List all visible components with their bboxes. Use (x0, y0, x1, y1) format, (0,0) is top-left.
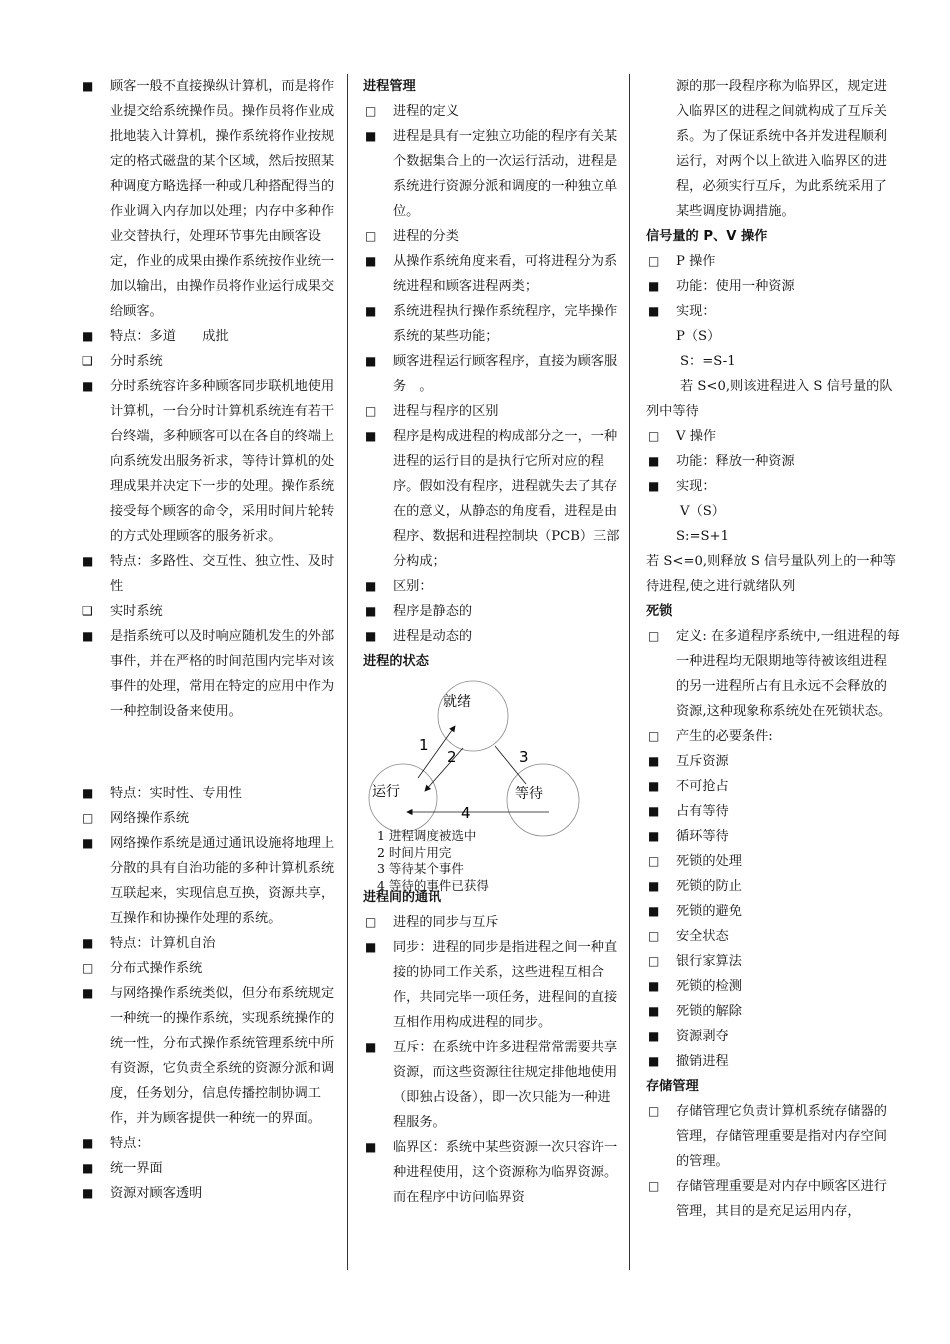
list-item (80, 1181, 338, 1206)
filled-square-bullet-icon: ■ (365, 354, 377, 368)
section-heading-process-communication: 进程间的通讯 (363, 890, 442, 905)
filled-square-bullet-icon: ■ (648, 1004, 660, 1018)
hollow-square-bullet-icon: □ (648, 729, 660, 743)
section-heading-storage: 存储管理 (646, 1079, 699, 1094)
list-item-text: 资源剥夺 (676, 1029, 729, 1044)
list-item (80, 74, 338, 324)
list-item (80, 624, 338, 724)
bullet-list (363, 910, 620, 1210)
list-item-text: 死锁的处理 (676, 854, 742, 869)
list-item-text: 程序是静态的 (393, 604, 473, 619)
column-left (80, 74, 338, 1206)
list-item-text: 死锁的检测 (676, 979, 742, 994)
list-item (80, 1131, 338, 1156)
list-item (363, 424, 620, 574)
filled-square-bullet-icon: ■ (82, 329, 94, 343)
legend-item: 3 等待某个事件 (377, 861, 464, 876)
section-heading-semaphore: 信号量的 P、V 操作 (646, 229, 768, 244)
legend-item: 4 等待的事件已获得 (377, 877, 489, 893)
filled-square-bullet-icon: ■ (648, 879, 660, 893)
list-item (363, 99, 620, 124)
list-item-text: 进程是动态的 (393, 629, 473, 644)
list-item (363, 1035, 620, 1135)
list-item (363, 624, 620, 649)
list-item (80, 349, 338, 374)
list-item-text: 定义: 在多道程序系统中,一组进程的每一种进程均无限期地等待被该组进程的另一进程所占有且永远不会释放的资源,这种现象称系统处在死锁状态。 (676, 629, 900, 719)
filled-square-bullet-icon: ■ (82, 786, 94, 800)
list-item (363, 1135, 620, 1210)
hollow-square-bullet-icon: □ (648, 1179, 660, 1193)
filled-square-bullet-icon: ■ (365, 129, 377, 143)
hollow-square-bullet-icon: □ (648, 629, 660, 643)
list-item (80, 781, 338, 806)
list-item (363, 574, 620, 599)
hollow-square-bullet-icon: □ (648, 1104, 660, 1118)
list-item (646, 874, 900, 899)
hollow-square-bullet-icon: □ (365, 404, 377, 418)
legend-item: 2 时间片用完 (377, 844, 452, 860)
list-item (363, 224, 620, 249)
column-divider-right (629, 74, 630, 1270)
hollow-square-bullet-icon: □ (365, 915, 377, 929)
column-divider-left (347, 74, 348, 1270)
section-heading-process-management: 进程管理 (363, 79, 416, 94)
transition-number-4: 4 (461, 804, 471, 822)
list-item-text: 从操作系统角度来看，可将进程分为系统进程和顾客进程两类； (393, 254, 618, 294)
filled-square-bullet-icon: ■ (365, 254, 377, 268)
list-item-text: 临界区：系统中某些资源一次只容许一种进程使用，这个资源称为临界资源。而在程序中访问临界资 (393, 1140, 618, 1205)
filled-square-bullet-icon: ■ (648, 1029, 660, 1043)
list-item-text: 存储管理它负责计算机系统存储器的管理，存储管理重要是指对内存空间的管理。 (676, 1104, 887, 1169)
filled-square-bullet-icon: ■ (82, 79, 94, 93)
list-item-text: 占有等待 (676, 804, 729, 819)
code-line: P（S） (676, 329, 721, 344)
filled-square-bullet-icon: ■ (82, 1161, 94, 1175)
list-item (646, 799, 900, 824)
list-item (646, 824, 900, 849)
list-item-text: 互斥：在系统中许多进程常常需要共享资源，而这些资源往往规定排他地使用（即独占设备），即一次只能为一种进程服务。 (393, 1040, 618, 1130)
bullet-list (646, 424, 900, 499)
filled-square-bullet-icon: ■ (648, 1054, 660, 1068)
filled-square-bullet-icon: ■ (648, 304, 660, 318)
list-item (80, 1156, 338, 1181)
bullet-list (646, 624, 900, 1074)
list-item (363, 299, 620, 349)
filled-square-bullet-icon: ■ (648, 779, 660, 793)
list-item (363, 935, 620, 1035)
state-label-running: 运行 (372, 784, 400, 800)
list-item (646, 1174, 900, 1224)
list-item (646, 424, 900, 449)
list-item (646, 949, 900, 974)
list-item (80, 324, 338, 349)
list-item (80, 374, 338, 549)
list-item-text: 互斥资源 (676, 754, 729, 769)
list-item (646, 974, 900, 999)
list-item-text: 功能：使用一种资源 (676, 279, 795, 294)
list-item-text: 实现： (676, 304, 716, 319)
list-item-text: 分时系统 (110, 354, 163, 369)
list-item-text: 实时系统 (110, 604, 163, 619)
list-item-text: 分时系统容许多种顾客同步联机地使用计算机，一台分时计算机系统连有若干台终端，多种顾客可以在各自的终端上向系统发出服务祈求，等待计算机的处理成果并决定下一步的处理。操作系统接受每个顾客的命令，采用时间片轮转的方式处理顾客的服务祈求。 (110, 379, 335, 544)
list-item-text: 死锁的避免 (676, 904, 742, 919)
list-item (646, 1099, 900, 1174)
filled-square-bullet-icon: ■ (648, 279, 660, 293)
transition-number-2: 2 (447, 748, 457, 766)
state-label-ready: 就绪 (443, 694, 471, 710)
list-item-text: 银行家算法 (676, 954, 742, 969)
legend-item: 1 进程调度被选中 (377, 828, 477, 843)
state-label-waiting: 等待 (515, 786, 543, 802)
list-item (646, 449, 900, 474)
transition-number-1: 1 (419, 736, 429, 754)
filled-square-bullet-icon: ■ (365, 940, 377, 954)
section-heading-deadlock: 死锁 (646, 604, 673, 619)
filled-square-bullet-icon: ■ (82, 836, 94, 850)
code-line: V（S） (680, 504, 725, 519)
list-item (646, 1049, 900, 1074)
filled-square-bullet-icon: ■ (82, 554, 94, 568)
continued-paragraph: 源的那一段程序称为临界区，规定进入临界区的进程之间就构成了互斥关系。为了保证系统中各并发进程顺利运行，对两个以上欲进入临界区的进程，必须实行互斥，为此系统采用了某些调度协调措施。 (676, 79, 887, 219)
hollow-square-bullet-icon: □ (648, 954, 660, 968)
list-item (80, 981, 338, 1131)
list-item (646, 299, 900, 324)
list-item-text: 顾客一般不直接操纵计算机，而是将作业提交给系统操作员。操作员将作业成批地装入计算机，操作系统将作业按规定的格式磁盘的某个区域，然后按照某种调度方略选择一种或几种搭配得当的作业调入内存加以处理；内存中多种作业交替执行，处理环节事先由顾客设定，作业的成果由操作系统按作业统一加以输出，由操作员将作业运行成果交给顾客。 (110, 79, 335, 319)
filled-square-bullet-icon: ■ (82, 986, 94, 1000)
list-item-text: 顾客进程运行顾客程序，直接为顾客服务 。 (393, 354, 618, 394)
list-item (363, 599, 620, 624)
filled-square-bullet-icon: ■ (648, 979, 660, 993)
hollow-square-bullet-icon: □ (648, 254, 660, 268)
list-item (646, 774, 900, 799)
list-item-text: 统一界面 (110, 1161, 163, 1176)
hollow-square-bullet-icon: □ (365, 104, 377, 118)
column-middle (363, 74, 620, 1210)
list-item (646, 899, 900, 924)
list-item-text: 进程是具有一定独立功能的程序有关某个数据集合上的一次运行活动，进程是系统进行资源分派和调度的一种独立单位。 (393, 129, 618, 219)
filled-square-bullet-icon: ■ (648, 904, 660, 918)
list-item (80, 599, 338, 624)
filled-square-bullet-icon: ■ (648, 479, 660, 493)
list-item (646, 724, 900, 749)
bullet-list (646, 249, 900, 324)
list-item (646, 274, 900, 299)
filled-square-bullet-icon: ■ (648, 754, 660, 768)
list-item-text: 不可抢占 (676, 779, 729, 794)
list-item (80, 931, 338, 956)
filled-square-bullet-icon: ■ (82, 1136, 94, 1150)
transition-number-3: 3 (519, 748, 529, 766)
filled-square-bullet-icon: ■ (648, 454, 660, 468)
note-paragraph: 若 S<0,则该进程进入 S 信号量的队列中等待 (646, 379, 893, 419)
list-item (80, 549, 338, 599)
list-item-text: 是指系统可以及时响应随机发生的外部事件，并在严格的时间范围内完毕对该事件的处理，常用在特定的应用中作为一种控制设备来使用。 (110, 629, 335, 719)
filled-square-bullet-icon: ■ (365, 1140, 377, 1154)
list-item-text: 特点：实时性、专用性 (110, 786, 242, 801)
list-item-text: 资源对顾客透明 (110, 1186, 203, 1201)
list-item (80, 740, 338, 765)
list-item-text: 死锁的解除 (676, 1004, 742, 1019)
filled-square-bullet-icon: ■ (365, 604, 377, 618)
list-item-text: 特点：多路性、交互性、独立性、及时性 (110, 554, 335, 594)
ready-state-circle (438, 681, 508, 751)
bullet-list (363, 99, 620, 649)
list-item-text: 特点： (110, 1136, 150, 1151)
list-item (646, 999, 900, 1024)
list-item-text: 同步：进程的同步是指进程之间一种直接的协同工作关系，这些进程互相合作，共同完毕一项任务，进程间的直接互相作用构成进程的同步。 (393, 940, 618, 1030)
note-paragraph: 若 S<=0,则释放 S 信号量队列上的一种等待进程,使之进行就绪队列 (646, 554, 896, 594)
list-item-text: V 操作 (676, 429, 717, 444)
list-item (363, 349, 620, 399)
list-item (363, 399, 620, 424)
list-item-text: 网络操作系统是通过通讯设施将地理上分散的具有自治功能的多种计算机系统互联起来，实现信息互换，资源共享，互操作和协操作处理的系统。 (110, 836, 335, 926)
hollow-square-bullet-icon: □ (648, 929, 660, 943)
hollow-square-bullet-icon: □ (82, 811, 94, 825)
list-item (646, 849, 900, 874)
list-item (646, 474, 900, 499)
list-item-text: 区别： (393, 579, 433, 594)
code-line: S:=S+1 (676, 529, 730, 544)
hollow-square-bullet-icon: ❑ (82, 604, 93, 618)
list-item (646, 249, 900, 274)
list-item (646, 924, 900, 949)
list-item-text: 撤销进程 (676, 1054, 729, 1069)
column-right (646, 74, 900, 1224)
arrow-2-timeslice (425, 748, 463, 791)
diagram-legend (377, 828, 489, 894)
filled-square-bullet-icon: ■ (648, 804, 660, 818)
list-item (363, 249, 620, 299)
list-item-text: 进程的同步与互斥 (393, 915, 499, 930)
hollow-square-bullet-icon: ❑ (82, 354, 93, 368)
section-heading-process-states: 进程的状态 (363, 654, 429, 669)
filled-square-bullet-icon: ■ (82, 936, 94, 950)
filled-square-bullet-icon: ■ (82, 629, 94, 643)
list-item-text: 实现： (676, 479, 716, 494)
list-item-text: P 操作 (676, 254, 716, 269)
list-item-text: 与网络操作系统类似，但分布系统规定一种统一的操作系统，实现系统操作的统一性，分布式操作系统管理系统中所有资源，它负责全系统的资源分派和调度，任务划分，信息传播控制协调工作，并为顾客提供一种统一的界面。 (110, 986, 335, 1126)
list-item-text: 进程的分类 (393, 229, 459, 244)
list-item-text: 产生的必要条件: (676, 729, 773, 744)
list-item-text: 循环等待 (676, 829, 729, 844)
list-item (80, 956, 338, 981)
list-item (80, 831, 338, 931)
hollow-square-bullet-icon: □ (365, 229, 377, 243)
hollow-square-bullet-icon: □ (82, 961, 94, 975)
bullet-list (80, 74, 338, 1206)
filled-square-bullet-icon: ■ (365, 1040, 377, 1054)
list-item-text: 死锁的防止 (676, 879, 742, 894)
filled-square-bullet-icon: ■ (365, 429, 377, 443)
list-item-text: 进程与程序的区别 (393, 404, 499, 419)
list-item (646, 624, 900, 724)
list-item-text: 安全状态 (676, 929, 729, 944)
list-item (363, 124, 620, 224)
code-line: S：=S-1 (680, 354, 736, 369)
filled-square-bullet-icon: ■ (365, 579, 377, 593)
list-item-text: 系统进程执行操作系统程序，完毕操作系统的某些功能； (393, 304, 618, 344)
list-item-text: 特点：计算机自治 (110, 936, 216, 951)
state-transition-graph (363, 678, 620, 828)
list-item (646, 749, 900, 774)
filled-square-bullet-icon: ■ (365, 629, 377, 643)
list-item-text: 特点：多道 成批 (110, 329, 229, 344)
list-item (646, 1024, 900, 1049)
process-state-diagram (363, 678, 620, 898)
filled-square-bullet-icon: ■ (648, 829, 660, 843)
filled-square-bullet-icon: ■ (365, 304, 377, 318)
list-item-text: 功能：释放一种资源 (676, 454, 795, 469)
filled-square-bullet-icon: ■ (82, 1186, 94, 1200)
hollow-square-bullet-icon: □ (648, 429, 660, 443)
list-item-text: 程序是构成进程的构成部分之一，一种进程的运行目的是执行它所对应的程序。假如没有程序，进程就失去了其存在的意义，从静态的角度看，进程是由程序、数据和进程控制块（PCB）三部分构成； (393, 429, 620, 569)
list-item-text: 进程的定义 (393, 104, 459, 119)
list-item-text: 存储管理重要是对内存中顾客区进行管理，其目的是充足运用内存， (676, 1179, 887, 1219)
list-item-text: 分布式操作系统 (110, 961, 203, 976)
list-item (80, 806, 338, 831)
hollow-square-bullet-icon: □ (648, 854, 660, 868)
filled-square-bullet-icon: ■ (82, 379, 94, 393)
bullet-list (646, 1099, 900, 1224)
list-item-text: 网络操作系统 (110, 811, 190, 826)
list-item (363, 910, 620, 935)
